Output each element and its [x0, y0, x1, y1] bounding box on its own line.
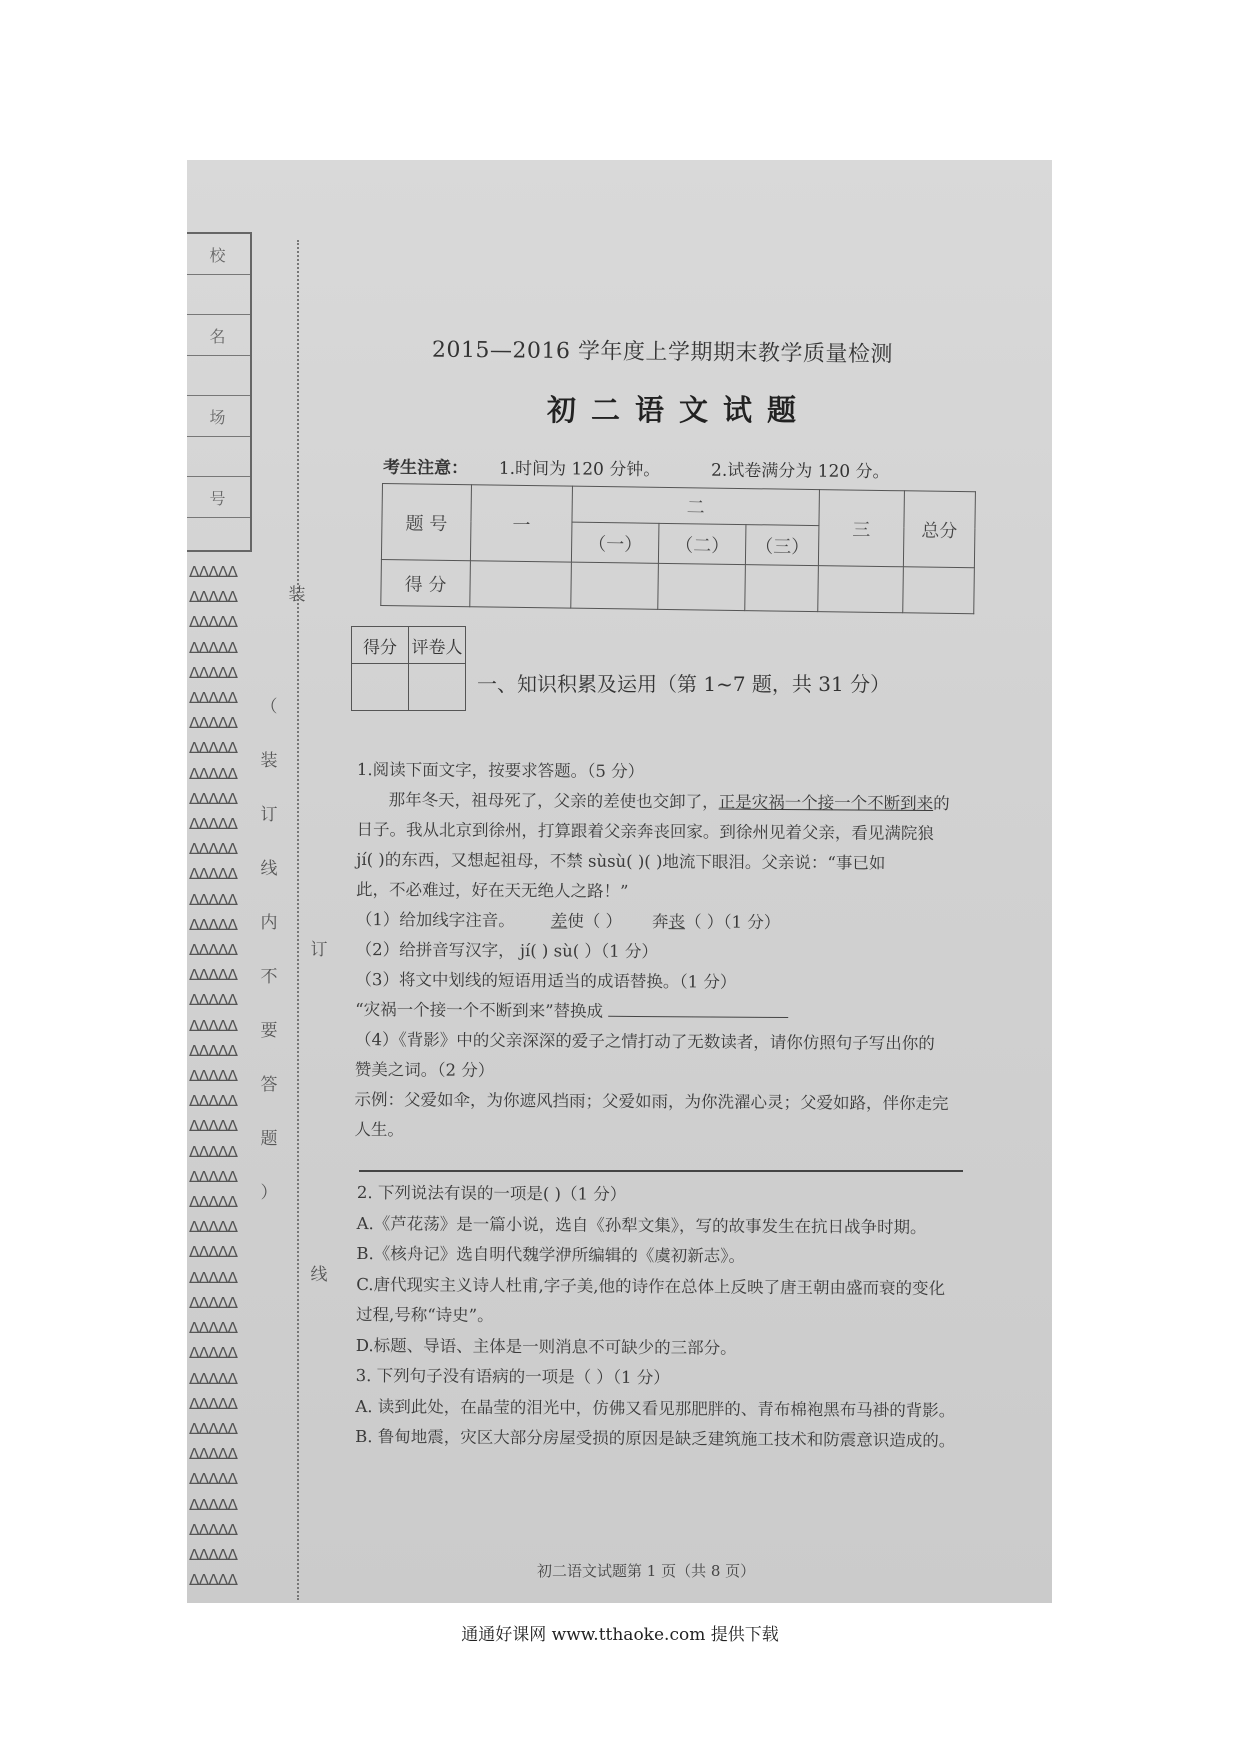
answer-line [359, 1170, 963, 1172]
paper-title: 初二语文试题 [547, 393, 812, 427]
exam-title: 2015—2016 学年度上学期期末教学质量检测 [431, 337, 894, 368]
q1-passage-text: 那年冬天，祖母死了，父亲的差使也交卸了， [388, 790, 719, 812]
q1-sub-1 [356, 905, 966, 939]
score-table-col-2-3: （三） [745, 525, 819, 566]
binding-dotted-line [297, 240, 299, 1600]
exam-room-blank [187, 437, 250, 477]
q1-passage-line: jí( )的东西，又想起祖母，不禁 sùsù( )( )地流下眼泪。父亲说：“事已如 [356, 849, 886, 873]
seal-note-char: （ [260, 697, 278, 717]
score-table [380, 483, 976, 614]
q1-passage-line: 此，不必难过，好在天无绝人之路！” [355, 879, 629, 901]
q3-option-a: A. 读到此处，在晶莹的泪光中，仿佛又看见那肥胖的、青布棉袍黑布马褂的背影。 [355, 1396, 956, 1420]
seal-note-char: 线 [260, 859, 278, 879]
q1-underlined-phrase: 正是灾祸一个接一个不断到来 [718, 792, 934, 814]
notice-label: 考生注意： [382, 457, 469, 479]
score-cell [903, 567, 975, 614]
q1-passage-text: 的 [933, 794, 950, 814]
q1-example-cont: 人生。 [354, 1119, 404, 1140]
q1-sub-1-word: 丧 [668, 912, 686, 932]
score-table-header-label: 题 号 [381, 484, 471, 561]
score-table-col-2: 二 [572, 486, 819, 525]
q2-option-a: A.《芦花荡》是一篇小说，选自《孙犁文集》，写的故事发生在抗日战争时期。 [356, 1213, 927, 1237]
seal-note-char: 装 [260, 751, 278, 771]
score-table-col-2-1: （一） [571, 522, 659, 563]
seal-zhuang: 装 [288, 585, 306, 605]
seal-note-char: ） [260, 1183, 278, 1203]
q1-sub-3-prompt: “灾祸一个接一个不断到来”替换成 [355, 999, 604, 1021]
score-cell [818, 566, 904, 613]
grader-name-blank [409, 664, 466, 711]
notice-full-score: 2.试卷满分为 120 分。 [710, 460, 890, 483]
q1-sub-2: （2）给拼音写汉字， jí( ) sù( ）（1 分） [355, 939, 658, 962]
q1-sub-3: （3）将文中划线的短语用适当的成语替换。（1 分） [355, 969, 737, 992]
q1-passage-line: 日子。我从北京到徐州，打算跟着父亲奔丧回家。到徐州见着父亲，看见满院狼 [356, 819, 935, 844]
name-blank [187, 356, 250, 396]
grader-score-blank [352, 664, 409, 711]
name-label: 名 [187, 315, 250, 356]
seat-number-label: 号 [187, 477, 250, 518]
seal-xian: 线 [310, 1265, 328, 1285]
grader-name-label: 评卷人 [409, 627, 466, 664]
q1-sub-1-word: 差 [550, 911, 568, 931]
exam-paper-photo [187, 160, 1052, 1603]
q3-stem: 3. 下列句子没有语病的一项是（ ）（1 分） [355, 1365, 670, 1388]
q2-option-c-cont: 过程,号称“诗史”。 [355, 1304, 494, 1325]
notice-time: 1.时间为 120 分钟。 [498, 458, 661, 481]
score-table-col-1: 一 [470, 485, 572, 562]
q2-option-d: D.标题、导语、主体是一则消息不可缺少的三部分。 [355, 1335, 737, 1358]
questions-2-3 [355, 1178, 977, 1457]
exam-room-label: 场 [187, 396, 250, 437]
student-info-column [187, 232, 252, 552]
seat-number-blank [187, 518, 250, 557]
q1-sub-4-cont: 赞美之词。（2 分） [354, 1059, 495, 1080]
download-credit: 通通好课网 www.tthaoke.com 提供下载 [461, 1625, 779, 1645]
q1-sub-1-text: （1）给加线字注音。 [355, 909, 515, 931]
score-cell [470, 561, 572, 608]
grader-box [351, 626, 466, 711]
seal-ding: 订 [310, 940, 328, 960]
q1-example: 示例：父爱如伞，为你遮风挡雨；父爱如雨，为你洗濯心灵；父爱如路，伴你走完 [354, 1089, 949, 1114]
page-number: 初二语文试题第 1 页（共 8 页） [537, 1562, 756, 1580]
score-table-row-label: 得 分 [381, 559, 471, 606]
score-cell [571, 562, 659, 609]
question-1 [354, 755, 967, 1149]
q1-sub-3-line [355, 995, 965, 1029]
q1-passage-line [357, 785, 967, 819]
answer-blank [608, 1000, 788, 1018]
score-cell [658, 563, 746, 610]
q1-sub-1-blank: 使（ ） [567, 911, 623, 931]
score-cell [745, 565, 819, 612]
school-label: 校 [187, 234, 250, 275]
exam-notice [383, 453, 890, 482]
q1-sub-1-word: 奔 [652, 912, 669, 932]
seal-note-char: 不 [260, 967, 278, 987]
grader-score-label: 得分 [352, 627, 409, 664]
q2-option-b: B.《核舟记》选自明代魏学洢所编辑的《虞初新志》。 [356, 1243, 746, 1266]
seal-note-char: 答 [260, 1075, 278, 1095]
seal-note-char: 内 [260, 913, 278, 933]
q1-stem: 1.阅读下面文字，按要求答题。（5 分） [356, 759, 645, 782]
triangle-pattern: ΔΔΔΔΔ ΔΔΔΔΔ ΔΔΔΔΔ ΔΔΔΔΔ ΔΔΔΔΔ ΔΔΔΔΔ ΔΔΔΔΔ ΔΔΔΔΔ ΔΔΔΔΔ ΔΔΔΔΔ ΔΔΔΔΔ ΔΔΔΔΔ ΔΔΔΔΔ ΔΔΔΔΔ ΔΔΔΔΔ ΔΔΔΔΔ ΔΔΔΔΔ ΔΔΔΔΔ ΔΔΔΔΔ ΔΔΔΔΔ ΔΔΔΔΔ ΔΔΔΔΔ ΔΔΔΔΔ ΔΔΔΔΔ ΔΔΔΔΔ ΔΔΔΔΔ ΔΔΔΔΔ ΔΔΔΔΔ ΔΔΔΔΔ ΔΔΔΔΔ ΔΔΔΔΔ ΔΔΔΔΔ ΔΔΔΔΔ ΔΔΔΔΔ ΔΔΔΔΔ ΔΔΔΔΔ ΔΔΔΔΔ ΔΔΔΔΔ ΔΔΔΔΔ ΔΔΔΔΔ ΔΔΔΔΔ [189, 563, 238, 1590]
seal-note-char: 题 [260, 1129, 278, 1149]
binding-notice [259, 680, 279, 1220]
score-table-col-3: 三 [818, 490, 904, 567]
school-blank [187, 275, 250, 315]
q2-option-c: C.唐代现实主义诗人杜甫,字子美,他的诗作在总体上反映了唐王朝由盛而衰的变化 [356, 1274, 946, 1298]
q2-stem: 2. 下列说法有误的一项是( )（1 分） [356, 1182, 627, 1204]
q1-sub-1-blank: （ ）（1 分） [685, 912, 781, 932]
section-1-title: 一、知识积累及运用（第 1~7 题，共 31 分） [477, 672, 891, 696]
score-table-col-2-2: （二） [658, 523, 746, 564]
seal-note-char: 订 [260, 805, 278, 825]
seal-note-char: 要 [260, 1021, 278, 1041]
score-table-col-total: 总分 [903, 491, 975, 568]
q1-sub-4: （4）《背影》中的父亲深深的爱子之情打动了无数读者，请你仿照句子写出你的 [354, 1029, 935, 1054]
q3-option-b: B. 鲁甸地震，灾区大部分房屋受损的原因是缺乏建筑施工技术和防震意识造成的。 [355, 1426, 956, 1451]
